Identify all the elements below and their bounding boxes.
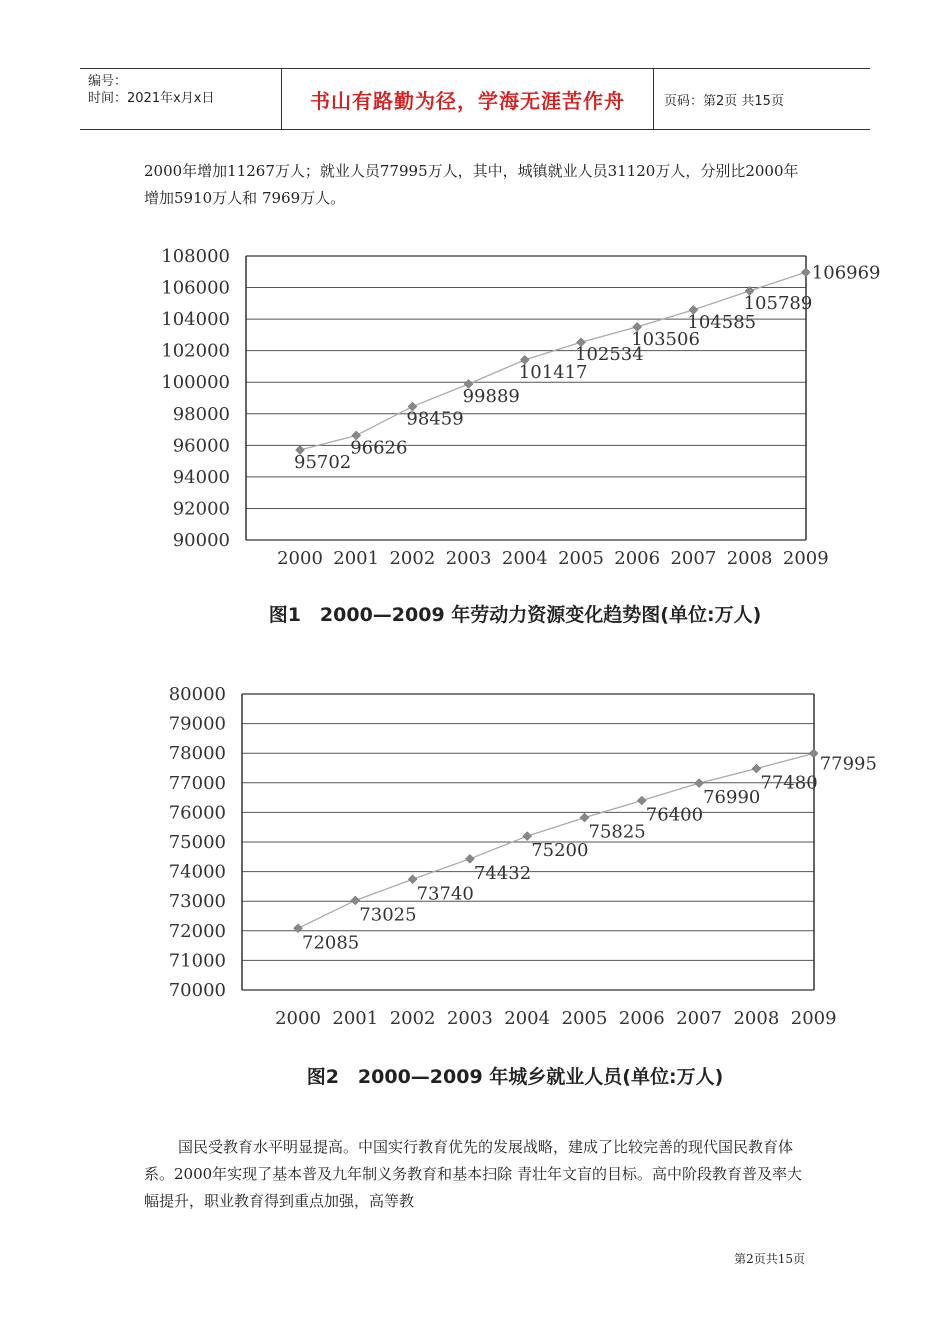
y-tick-label: 100000 bbox=[161, 372, 230, 394]
data-label: 99889 bbox=[462, 385, 520, 407]
x-tick-label: 2005 bbox=[558, 548, 604, 569]
x-tick-label: 2004 bbox=[501, 548, 548, 569]
data-label: 103506 bbox=[631, 328, 700, 350]
data-label: 96626 bbox=[350, 437, 408, 459]
y-tick-label: 72000 bbox=[168, 920, 226, 942]
y-tick-label: 76000 bbox=[168, 802, 226, 824]
y-tick-label: 102000 bbox=[161, 340, 230, 362]
data-point bbox=[801, 268, 810, 277]
page-footer: 第2页共15页 bbox=[734, 1252, 805, 1266]
y-tick-label: 79000 bbox=[168, 713, 226, 735]
y-tick-label: 92000 bbox=[172, 498, 230, 520]
data-label: 73740 bbox=[416, 883, 474, 905]
data-label: 75825 bbox=[588, 821, 646, 843]
x-tick-label: 2003 bbox=[445, 548, 492, 569]
x-tick-label: 2000 bbox=[275, 1008, 321, 1029]
paragraph-1: 2000年增加11267万人；就业人员77995万人，其中，城镇就业人员31120万人，分别比2000年增加5910万人和 7969万人。 bbox=[144, 162, 799, 207]
x-tick-label: 2006 bbox=[618, 1008, 665, 1029]
time-label: 时间：2021年x月x日 bbox=[88, 91, 215, 106]
x-tick-label: 2001 bbox=[333, 548, 380, 569]
x-tick-label: 2002 bbox=[389, 548, 436, 569]
data-label: 105789 bbox=[743, 292, 813, 314]
data-label: 102534 bbox=[575, 344, 644, 366]
y-tick-label: 108000 bbox=[161, 246, 230, 267]
y-tick-label: 73000 bbox=[168, 891, 226, 913]
x-tick-label: 2009 bbox=[782, 548, 829, 569]
header-motto: 书山有路勤为径，学海无涯苦作舟 bbox=[282, 69, 654, 129]
y-tick-label: 77000 bbox=[168, 772, 226, 794]
data-label: 106969 bbox=[811, 262, 881, 284]
x-tick-label: 2007 bbox=[676, 1008, 723, 1029]
y-tick-label: 80000 bbox=[168, 684, 226, 705]
x-tick-label: 2004 bbox=[504, 1008, 551, 1029]
code-label: 编号： bbox=[88, 74, 128, 89]
x-tick-label: 2005 bbox=[561, 1008, 608, 1029]
chart-employment bbox=[0, 678, 950, 1038]
data-label: 77480 bbox=[760, 772, 818, 794]
data-label: 75200 bbox=[531, 840, 589, 862]
y-tick-label: 90000 bbox=[172, 530, 230, 551]
y-tick-label: 75000 bbox=[168, 832, 226, 853]
figure-1-caption: 图1 2000—2009 年劳动力资源变化趋势图(单位:万人) bbox=[268, 604, 762, 626]
x-tick-label: 2001 bbox=[332, 1008, 379, 1029]
y-tick-label: 78000 bbox=[168, 743, 226, 765]
x-tick-label: 2000 bbox=[277, 548, 323, 569]
data-label: 98459 bbox=[406, 408, 464, 430]
data-label: 77995 bbox=[819, 753, 877, 775]
data-label: 76990 bbox=[703, 787, 761, 809]
header-meta bbox=[80, 69, 282, 129]
data-label: 104585 bbox=[687, 311, 757, 333]
x-tick-label: 2008 bbox=[733, 1008, 780, 1029]
page-header bbox=[80, 68, 870, 130]
x-tick-label: 2007 bbox=[670, 548, 717, 569]
paragraph-2: 国民受教育水平明显提高。中国实行教育优先的发展战略，建成了比较完善的现代国民教育体系。2000年实现了基本普及九年制义务教育和基本扫除 青壮年文盲的目标。高中阶段教育普及率大幅提升，职业教育得到重点加强，高等教 bbox=[144, 1138, 802, 1210]
y-tick-label: 98000 bbox=[172, 403, 230, 425]
header-page-label: 页码：第2页 共15页 bbox=[664, 93, 784, 109]
x-tick-label: 2008 bbox=[726, 548, 773, 569]
data-point bbox=[809, 749, 818, 758]
y-tick-label: 96000 bbox=[172, 435, 230, 457]
data-label: 76400 bbox=[645, 804, 704, 826]
x-tick-label: 2006 bbox=[614, 548, 661, 569]
chart-labor-resources bbox=[0, 240, 950, 580]
x-tick-label: 2002 bbox=[389, 1008, 436, 1029]
y-tick-label: 94000 bbox=[172, 466, 230, 488]
data-label: 74432 bbox=[473, 862, 532, 884]
y-tick-label: 74000 bbox=[168, 861, 226, 883]
y-tick-label: 106000 bbox=[161, 277, 230, 299]
x-tick-label: 2009 bbox=[790, 1008, 837, 1029]
data-label: 73025 bbox=[359, 904, 417, 926]
y-tick-label: 70000 bbox=[168, 980, 226, 1001]
data-label: 72085 bbox=[302, 932, 360, 954]
y-tick-label: 71000 bbox=[168, 950, 226, 972]
y-tick-label: 104000 bbox=[161, 309, 230, 331]
data-label: 101417 bbox=[518, 361, 588, 383]
data-label: 95702 bbox=[294, 452, 352, 474]
figure-2-caption: 图2 2000—2009 年城乡就业人员(单位:万人) bbox=[306, 1066, 724, 1088]
x-tick-label: 2003 bbox=[446, 1008, 493, 1029]
